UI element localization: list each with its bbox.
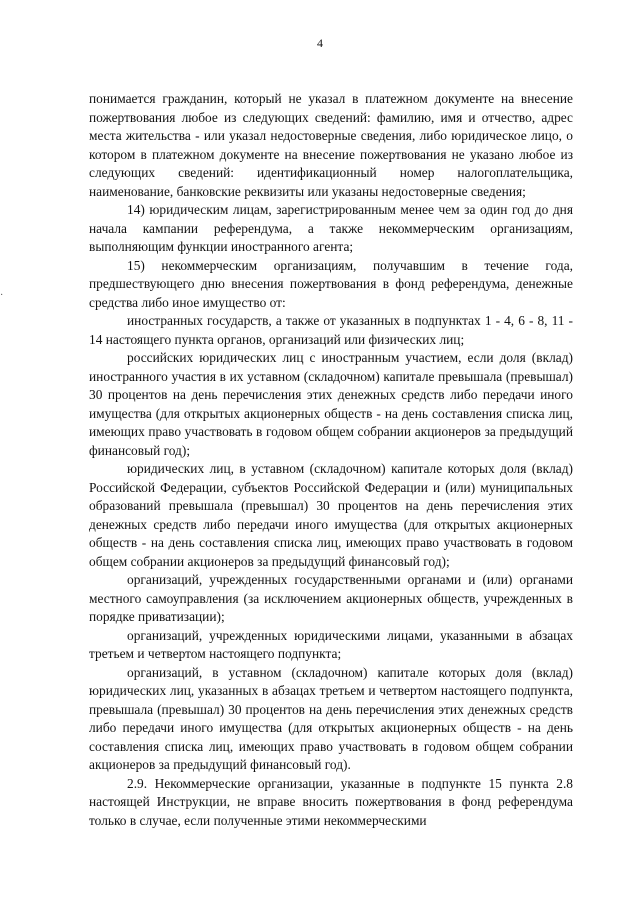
paragraph: организаций, учрежденных государственными органами и (или) органами местного самоуправления (за исключением акционерных обществ, учрежденных в порядке приватизации); xyxy=(89,572,573,624)
paragraph: организаций, в уставном (складочном) капитале которых доля (вклад) юридических лиц, указанных в абзацах третьем и четвертом настоящего подпункта, превышала (превышал) 30 процентов на день перечисления этих денежных средств либо передачи иного имущества (для открытых акционерных обществ - на день составления списка лиц, имеющих право участвовать в годовом общем собрании акционеров за предыдущий финансовый год). xyxy=(89,664,573,772)
paragraph: 14) юридическим лицам, зарегистрированным менее чем за один год до дня начала кампании референдума, а также некоммерческим организациям, выполняющим функции иностранного агента; xyxy=(89,202,573,254)
paragraph: 15) некоммерческим организациям, получавшим в течение года, предшествующего дню внесения пожертвования в фонд референдума, денежные средства либо иное имущество от: xyxy=(89,257,573,310)
paragraph: 2.9. Некоммерческие организации, указанные в подпункте 15 пункта 2.8 настоящей Инструкции, не вправе вносить пожертвования в фонд референдума только в случае, если полученные этими некоммерческими xyxy=(89,775,573,828)
paragraph: иностранных государств, а также от указанных в подпунктах 1 - 4, 6 - 8, 11 - 14 настоящего пункта органов, организаций или физических лиц; xyxy=(89,313,573,347)
margin-mark: · xyxy=(0,290,4,301)
document-body xyxy=(89,90,573,830)
paragraph: понимается гражданин, который не указал в платежном документе на внесение пожертвования любое из следующих сведений: фамилию, имя и отчество, адрес места жительства - или указал недостоверные сведения, либо юридическое лицо, о котором в платежном документе на внесение пожертвования не указано любое из следующих сведений: идентификационный номер налогоплательщика, наименование, банковские реквизиты или указаны недостоверные сведения; xyxy=(89,91,573,199)
paragraph: юридических лиц, в уставном (складочном) капитале которых доля (вклад) Российской Федерации, субъектов Российской Федерации и (или) муниципальных образований превышала (превышал) 30 процентов на день перечисления этих денежных средств либо передачи иного имущества (для открытых акционерных обществ - на день составления списка лиц, имеющих право участвовать в годовом общем собрании акционеров за предыдущий финансовый год); xyxy=(89,461,573,569)
paragraph: российских юридических лиц с иностранным участием, если доля (вклад) иностранного участия в их уставном (складочном) капитале превышала (превышал) 30 процентов на день перечисления этих денежных средств либо передачи иного имущества (для открытых акционерных обществ - на день составления списка лиц, имеющих право участвовать в годовом общем собрании акционеров за предыдущий финансовый год); xyxy=(89,350,573,458)
page-number: 4 xyxy=(317,36,323,50)
paragraph: организаций, учрежденных юридическими лицами, указанными в абзацах третьем и четвертом настоящего подпункта; xyxy=(89,627,573,661)
